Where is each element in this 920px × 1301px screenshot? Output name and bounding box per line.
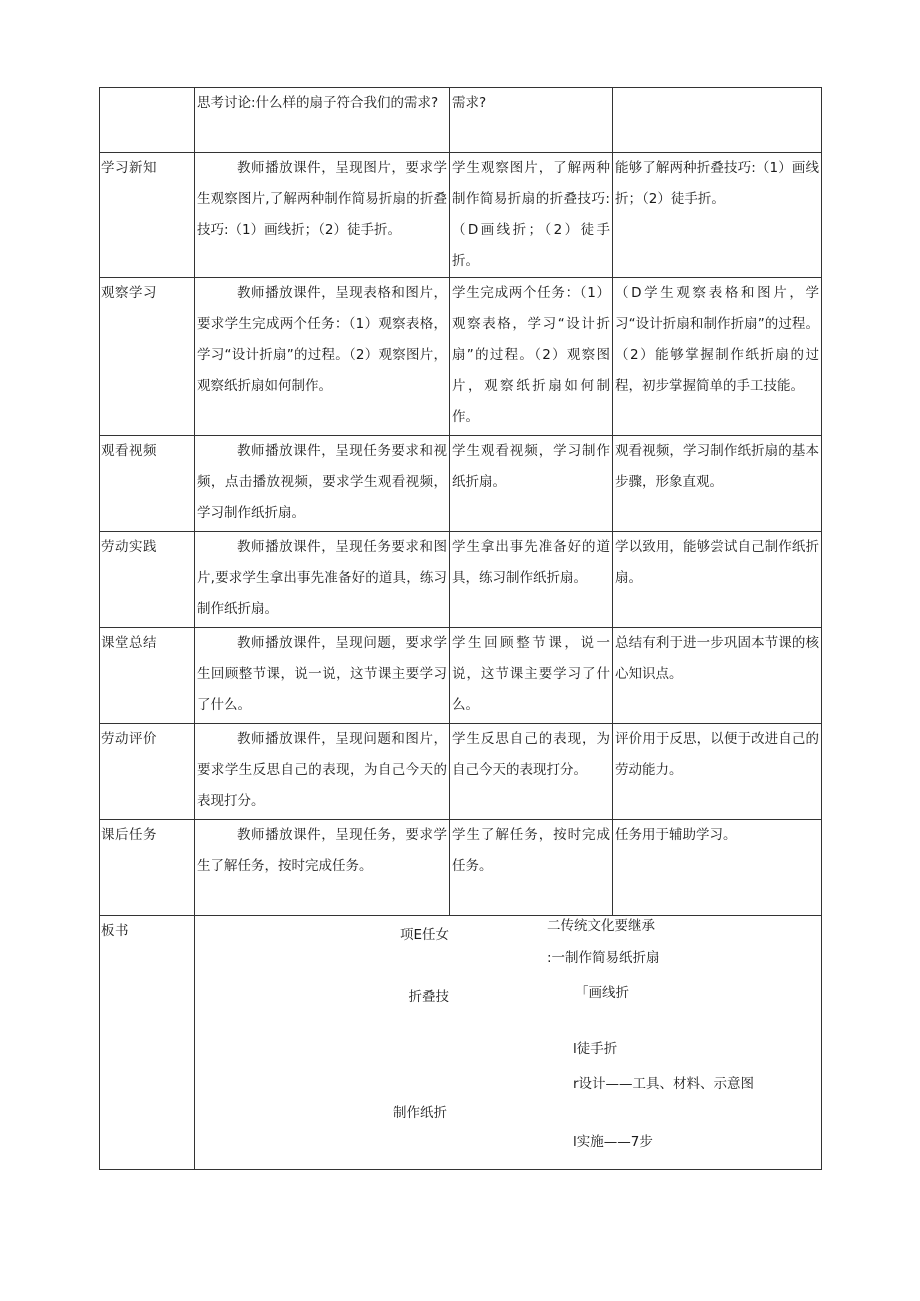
- design-intent-cell: （D学生观察表格和图片，学习“设计折扇和制作折扇”的过程。（2）能够掌握制作纸折扇的过程，初步掌握简单的手工技能。: [613, 278, 822, 436]
- stage-cell: 劳动实践: [100, 532, 195, 628]
- table-row: [100, 153, 822, 278]
- design-intent-cell: 能够了解两种折叠技巧:（1）画线折；（2）徒手折。: [613, 153, 822, 278]
- design-intent-cell: 任务用于辅助学习。: [613, 820, 822, 916]
- stage-cell: 观看视频: [100, 436, 195, 532]
- table-row: [100, 532, 822, 628]
- table-row: [100, 278, 822, 436]
- board-fold-label: 折叠技: [408, 989, 449, 1005]
- teacher-activity-cell: 教师播放课件，呈现任务要求和图片,要求学生拿出事先准备好的道具，练习制作纸折扇。: [195, 532, 450, 628]
- teacher-activity-cell: 教师播放课件，呈现图片，要求学生观察图片,了解两种制作简易折扇的折叠技巧:（1）画线折；（2）徒手折。: [195, 153, 450, 278]
- blackboard-design-cell: [195, 916, 822, 1170]
- teacher-activity-cell: 教师播放课件，呈现问题，要求学生回顾整节课，说一说，这节课主要学习了什么。: [195, 628, 450, 724]
- student-activity-cell: 学生反思自己的表现，为自己今天的表现打分。: [450, 724, 613, 820]
- table-row: [100, 88, 822, 153]
- student-activity-cell: 学生观看视频，学习制作纸折扇。: [450, 436, 613, 532]
- design-intent-cell: 评价用于反思，以便于改进自己的劳动能力。: [613, 724, 822, 820]
- design-intent-cell: 总结有利于进一步巩固本节课的核心知识点。: [613, 628, 822, 724]
- student-activity-cell: 学生了解任务，按时完成任务。: [450, 820, 613, 916]
- board-line-draw-fold: 「画线折: [575, 985, 629, 1001]
- table-row: [100, 820, 822, 916]
- board-line-implement: l实施——7步: [573, 1134, 653, 1150]
- design-intent-cell: 观看视频，学习制作纸折扇的基本步骤，形象直观。: [613, 436, 822, 532]
- blackboard-row: [100, 916, 822, 1170]
- student-activity-cell: 学生观察图片，了解两种制作简易折扇的折叠技巧:（D画线折；（2）徒手折。: [450, 153, 613, 278]
- student-activity-cell: 学生完成两个任务：（1）观察表格，学习“设计折扇”的过程。（2）观察图片，观察纸折扇如何制作。: [450, 278, 613, 436]
- teacher-activity-cell: 思考讨论:什么样的扇子符合我们的需求?: [195, 88, 450, 153]
- board-title: 二传统文化要继承: [547, 918, 655, 934]
- lesson-plan-table: [99, 87, 822, 1170]
- design-intent-cell: [613, 88, 822, 153]
- design-intent-cell: 学以致用，能够尝试自己制作纸折扇。: [613, 532, 822, 628]
- teacher-activity-cell: 教师播放课件，呈现问题和图片，要求学生反思自己的表现，为自己今天的表现打分。: [195, 724, 450, 820]
- teacher-activity-cell: 教师播放课件，呈现任务要求和视频，点击播放视频，要求学生观看视频，学习制作纸折扇。: [195, 436, 450, 532]
- teacher-activity-cell: 教师播放课件，呈现任务，要求学生了解任务，按时完成任务。: [195, 820, 450, 916]
- stage-cell: [100, 88, 195, 153]
- board-line-hand-fold: l徒手折: [573, 1041, 618, 1057]
- stage-cell: 课堂总结: [100, 628, 195, 724]
- teacher-activity-cell: 教师播放课件，呈现表格和图片，要求学生完成两个任务：（1）观察表格，学习“设计折扇”的过程。（2）观察图片，观察纸折扇如何制作。: [195, 278, 450, 436]
- stage-cell: 板书: [100, 916, 195, 1170]
- student-activity-cell: 学生回顾整节课，说一说，这节课主要学习了什么。: [450, 628, 613, 724]
- student-activity-cell: 学生拿出事先准备好的道具，练习制作纸折扇。: [450, 532, 613, 628]
- stage-cell: 学习新知: [100, 153, 195, 278]
- board-task: :一制作简易纸折扇: [547, 950, 660, 966]
- board-make-label: 制作纸折: [393, 1105, 447, 1121]
- stage-cell: 课后任务: [100, 820, 195, 916]
- table-row: [100, 724, 822, 820]
- stage-cell: 观察学习: [100, 278, 195, 436]
- stage-cell: 劳动评价: [100, 724, 195, 820]
- board-line-design: r设计——工具、材料、示意图: [573, 1076, 755, 1092]
- blackboard-design: [195, 916, 821, 1169]
- board-project-label: 项E任女: [399, 927, 449, 943]
- student-activity-cell: 需求?: [450, 88, 613, 153]
- table-row: [100, 436, 822, 532]
- table-row: [100, 628, 822, 724]
